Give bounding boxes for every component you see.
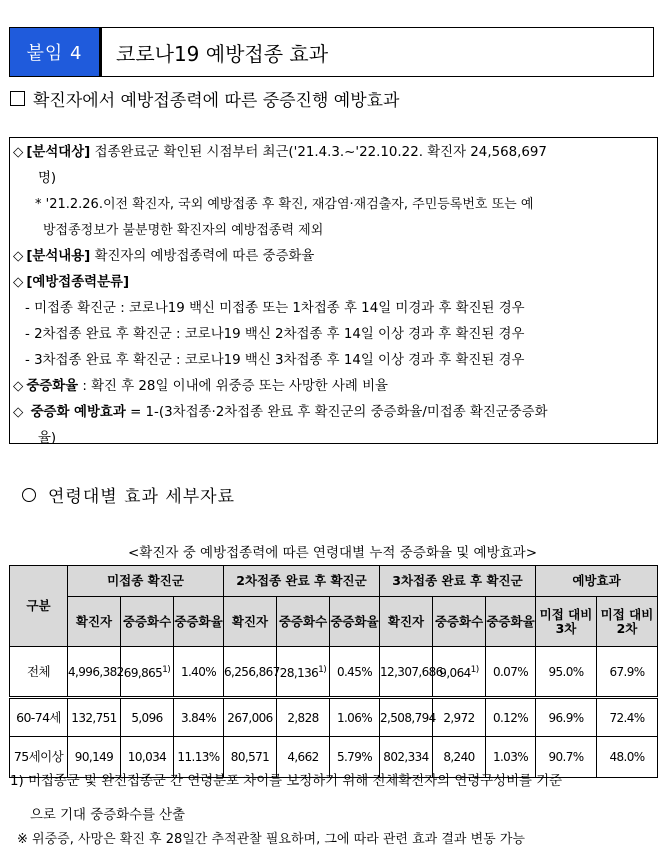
exclusion-note-line2: 방접종정보가 불분명한 확진자의 예방접종력 제외 xyxy=(43,223,324,238)
circle-bullet-icon xyxy=(22,488,36,502)
diamond-bullet-icon: ◇ xyxy=(13,249,24,264)
table-cell: 802,334 xyxy=(380,737,433,778)
effect-text-cont: 율) xyxy=(38,431,57,446)
effect-tag: 중증화 예방효과 xyxy=(30,405,126,420)
sub-header: 확진자 xyxy=(380,597,433,647)
content-text: 확진자의 예방접종력에 따른 중증화율 xyxy=(94,249,315,264)
table-cell: 2,508,794 xyxy=(380,698,433,737)
class-item-2nd-dose: - 2차접종 완료 후 확진군 : 코로나19 백신 2차접종 후 14일 이상 경과 후 확진된 경우 xyxy=(25,327,525,342)
severity-row xyxy=(13,374,653,400)
table-row xyxy=(10,647,658,698)
content-tag: [분석내용] xyxy=(26,249,91,264)
sub-header: 중증화수 xyxy=(121,597,174,647)
subsection-heading-text: 연령대별 효과 세부자료 xyxy=(48,487,236,507)
appendix-label: 붙임 4 xyxy=(10,28,102,76)
diamond-bullet-icon: ◇ xyxy=(13,145,24,160)
diamond-bullet-icon: ◇ xyxy=(13,379,24,394)
table-cell: 0.45% xyxy=(330,647,380,698)
section-heading xyxy=(10,86,399,111)
footnote-1: 1) 미접종군 및 완전접종군 간 연령분포 차이를 보정하기 위해 전체확진자의 연령구성비를 기준 xyxy=(10,774,563,789)
sub-header: 중증화수 xyxy=(277,597,330,647)
sub-header: 확진자 xyxy=(224,597,277,647)
table-cell: 1.03% xyxy=(486,737,536,778)
class-item-unvaccinated: - 미접종 확진군 : 코로나19 백신 미접종 또는 1차접종 후 14일 미경과 후 확진된 경우 xyxy=(25,301,525,316)
group-header-2nd-dose: 2차접종 완료 후 확진군 xyxy=(224,566,380,597)
class-tag: [예방접종력분류] xyxy=(26,275,130,290)
footnote-mark: 1) xyxy=(470,665,479,675)
table-cell: 90.7% xyxy=(536,737,597,778)
table-cell: 72.4% xyxy=(597,698,658,737)
table-cell: 11.13% xyxy=(174,737,224,778)
footnote-1-cont: 으로 기대 중증화수를 산출 xyxy=(30,808,186,823)
footnote-mark: 1) xyxy=(318,665,327,675)
group-header-3rd-dose: 3차접종 완료 후 확진군 xyxy=(380,566,536,597)
table-cell: 28,136$^{1)}$ xyxy=(277,647,330,698)
footnote-2: ※ 위중증, 사망은 확진 후 28일간 추적관찰 필요하며, 그에 따라 관련 효과 결과 변동 가능 xyxy=(17,832,525,847)
table-cell: 12,307,686 xyxy=(380,647,433,698)
row-label: 75세이상 xyxy=(10,737,68,778)
diamond-bullet-icon: ◇ xyxy=(13,405,24,420)
table-cell: 5.79% xyxy=(330,737,380,778)
table-cell: 48.0% xyxy=(597,737,658,778)
diamond-bullet-icon: ◇ xyxy=(13,275,24,290)
content-row xyxy=(13,244,653,270)
footnote-mark: 1) xyxy=(162,665,171,675)
sub-header: 중증화율 xyxy=(174,597,224,647)
table-cell: 9,064$^{1)}$ xyxy=(433,647,486,698)
appendix-title: 코로나19 예방접종 효과 xyxy=(116,41,329,66)
table-cell: 90,149 xyxy=(68,737,121,778)
table-cell: 1.40% xyxy=(174,647,224,698)
row-label: 60-74세 xyxy=(10,698,68,737)
table-cell: 0.12% xyxy=(486,698,536,737)
table-cell: 4,662 xyxy=(277,737,330,778)
analysis-info-box xyxy=(9,137,658,444)
table-cell: 267,006 xyxy=(224,698,277,737)
table-cell: 1.06% xyxy=(330,698,380,737)
group-header-unvaccinated: 미접종 확진군 xyxy=(68,566,224,597)
column-label: 구분 xyxy=(10,566,68,647)
table-cell: 2,828 xyxy=(277,698,330,737)
target-text-cont: 명) xyxy=(38,171,57,186)
table-caption: <확진자 중 예방접종력에 따른 연령대별 누적 중증화율 및 예방효과> xyxy=(127,545,538,561)
sub-header: 중증화수 xyxy=(433,597,486,647)
table-cell: 69,865$^{1)}$ xyxy=(121,647,174,698)
group-header-effect: 예방효과 xyxy=(536,566,658,597)
table-cell: 10,034 xyxy=(121,737,174,778)
target-text: 접종완료군 확인된 시점부터 최근('21.4.3.~'22.10.22. 확진자 24,568,697 xyxy=(94,145,547,160)
square-bullet-icon xyxy=(10,91,25,106)
effect-text: = 1-(3차접종·2차접종 완료 후 확진군의 중증화율/미접종 확진군중증화 xyxy=(130,405,548,420)
table-cell: 132,751 xyxy=(68,698,121,737)
row-label: 전체 xyxy=(10,647,68,698)
table-cell: 96.9% xyxy=(536,698,597,737)
appendix-header xyxy=(9,27,654,77)
effect-row xyxy=(13,400,653,426)
table-cell: 95.0% xyxy=(536,647,597,698)
exclusion-note-line1: * '21.2.26.이전 확진자, 국외 예방접종 후 확진, 재감염·재검출자, 주민등록번호 또는 예 xyxy=(35,197,534,212)
table-cell: 67.9% xyxy=(597,647,658,698)
table-cell: 5,096 xyxy=(121,698,174,737)
sub-header: 확진자 xyxy=(68,597,121,647)
severity-text: : 확진 후 28일 이내에 위중증 또는 사망한 사례 비율 xyxy=(82,379,388,394)
table-cell: 4,996,382 xyxy=(68,647,121,698)
class-item-3rd-dose: - 3차접종 완료 후 확진군 : 코로나19 백신 3차접종 후 14일 이상 경과 후 확진된 경우 xyxy=(25,353,525,368)
severity-tag: 중증화율 xyxy=(26,379,79,394)
subsection-heading xyxy=(22,482,235,507)
sub-header: 중증화율 xyxy=(486,597,536,647)
target-tag: [분석대상] xyxy=(26,145,91,160)
target-row xyxy=(13,140,653,166)
class-row xyxy=(13,270,653,296)
table-cell: 8,240 xyxy=(433,737,486,778)
table-row xyxy=(10,698,658,737)
sub-header: 중증화율 xyxy=(330,597,380,647)
table-cell: 80,571 xyxy=(224,737,277,778)
table-cell: 6,256,867 xyxy=(224,647,277,698)
table-cell: 2,972 xyxy=(433,698,486,737)
section-heading-text: 확진자에서 예방접종력에 따른 중증진행 예방효과 xyxy=(33,91,400,111)
table-cell: 0.07% xyxy=(486,647,536,698)
table-cell: 3.84% xyxy=(174,698,224,737)
age-group-effect-table xyxy=(9,565,658,778)
sub-header: 미접 대비 2차 xyxy=(597,597,658,647)
sub-header: 미접 대비 3차 xyxy=(536,597,597,647)
